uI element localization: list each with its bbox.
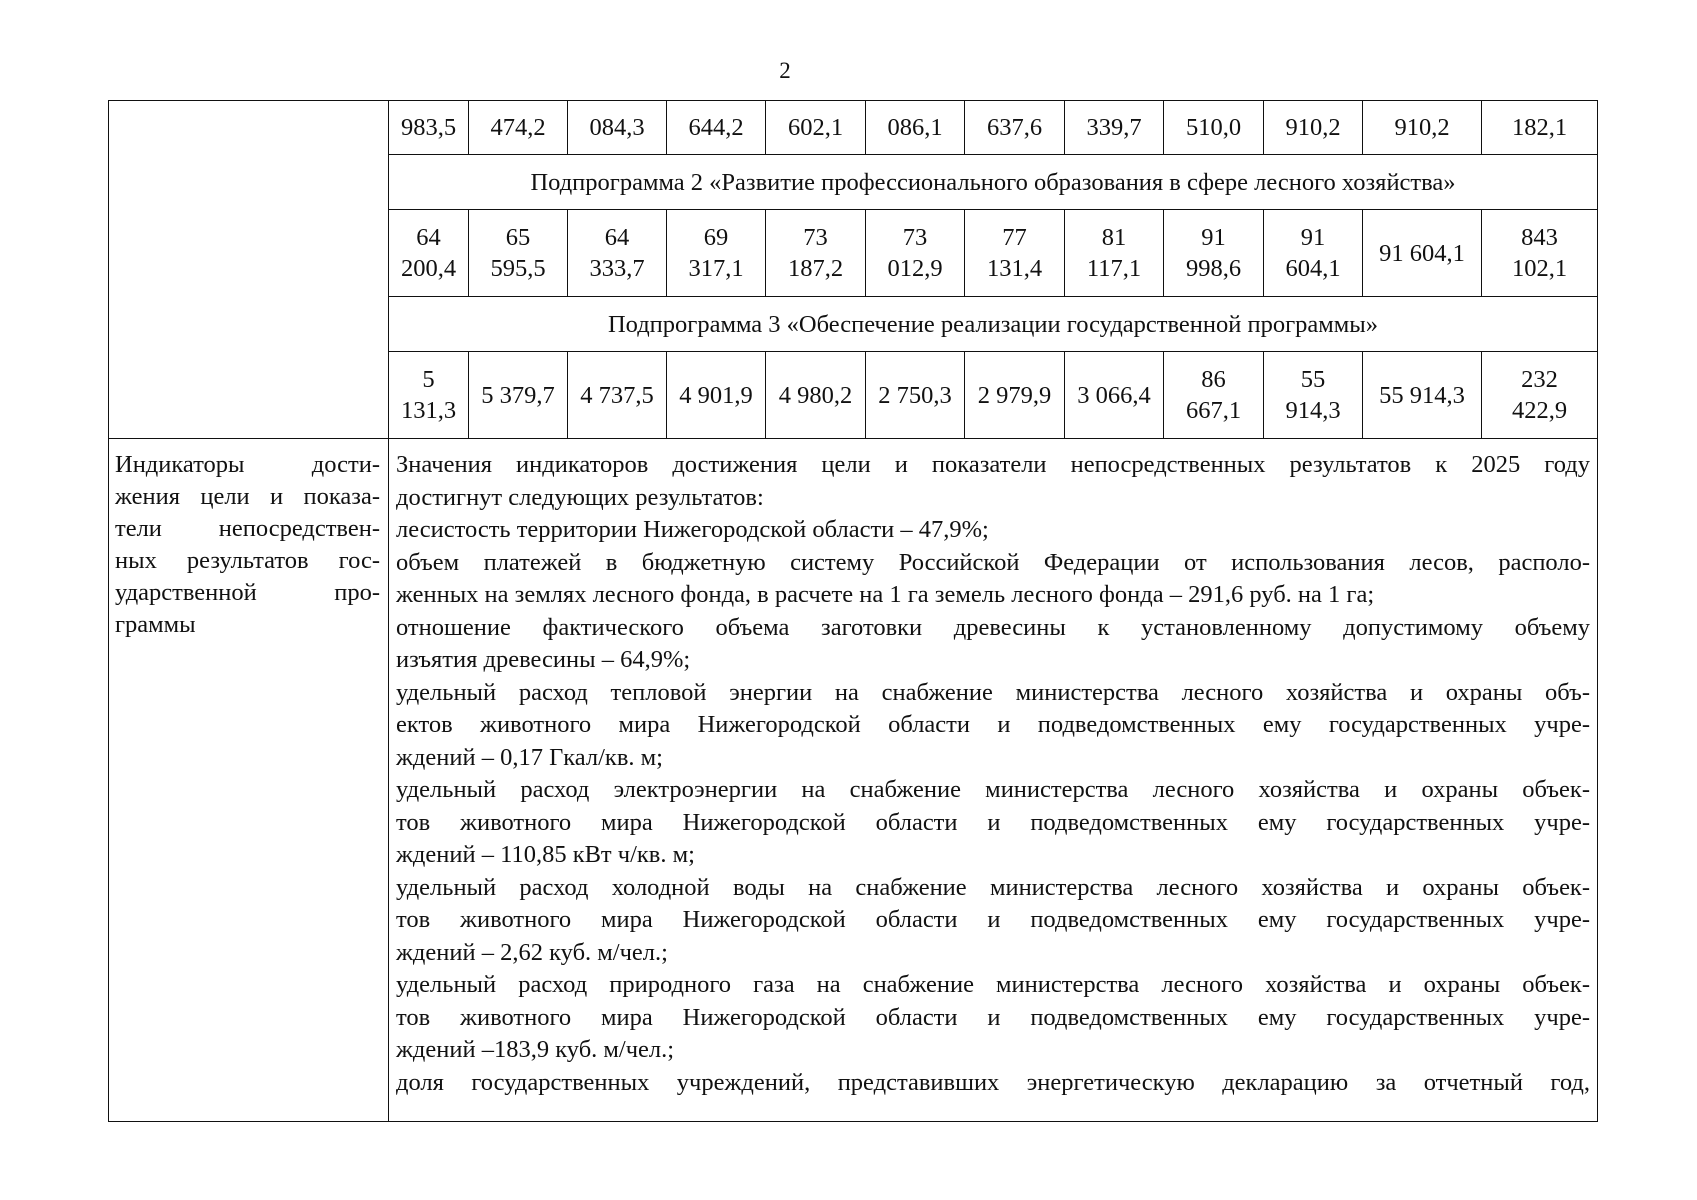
value-part: 667,1 xyxy=(1185,397,1242,424)
text-line: ждений – 0,17 Гкал/кв. м; xyxy=(396,743,663,771)
value-cell: 182,1 xyxy=(1482,101,1598,155)
value-cell xyxy=(866,210,965,297)
indicators-text xyxy=(389,439,1598,1122)
value-cell xyxy=(766,352,866,439)
value-part: 65 xyxy=(505,224,531,251)
value-part: 69 xyxy=(703,224,729,251)
value-part: 117,1 xyxy=(1086,255,1142,282)
value-part: 914,3 xyxy=(1285,397,1341,424)
value-cell xyxy=(1065,352,1164,439)
value-part: 64 xyxy=(604,224,630,251)
value-cell xyxy=(667,210,766,297)
value-cell xyxy=(389,352,469,439)
text-line: отношение фактического объема заготовки древесины к установленному допустимому объему xyxy=(396,613,1590,641)
label-line: тели непосредствен- xyxy=(115,515,380,542)
text-line: ектов животного мира Нижегородской области и подведомственных ему государственных учре- xyxy=(396,711,1590,738)
value-part: 2 750,3 xyxy=(878,381,952,409)
table-row xyxy=(109,439,1598,1122)
text-line: лесистость территории Нижегородской области – 47,9%; xyxy=(396,516,989,543)
value-part: 81 xyxy=(1101,224,1127,251)
text-line: ждений – 2,62 куб. м/чел.; xyxy=(396,938,668,966)
value-part: 131,4 xyxy=(986,255,1043,282)
text-line: объем платежей в бюджетную систему Российской Федерации от использования лесов, располо- xyxy=(396,548,1590,576)
subprogram-3-heading: Подпрограмма 3 «Обеспечение реализации государственной программы» xyxy=(389,297,1598,352)
value-cell xyxy=(1164,352,1264,439)
value-cell xyxy=(1164,210,1264,297)
indicators-label xyxy=(109,439,389,1122)
value-cell: 339,7 xyxy=(1065,101,1164,155)
value-cell xyxy=(568,352,667,439)
value-part: 2 979,9 xyxy=(977,381,1052,409)
value-cell: 910,2 xyxy=(1363,101,1482,155)
label-line: граммы xyxy=(115,611,196,638)
text-line: доля государственных учреждений, представивших энергетическую декларацию за отчетный год, xyxy=(396,1068,1590,1096)
value-part: 4 737,5 xyxy=(580,381,654,409)
value-cell xyxy=(568,210,667,297)
value-cell: 510,0 xyxy=(1164,101,1264,155)
value-cell: 084,3 xyxy=(568,101,667,155)
value-part: 4 901,9 xyxy=(679,381,753,409)
value-part: 73 xyxy=(902,224,928,251)
value-part: 91 xyxy=(1300,224,1326,251)
value-part: 422,9 xyxy=(1511,397,1568,424)
text-line: достигнут следующих результатов: xyxy=(396,483,764,511)
value-cell xyxy=(1363,210,1482,297)
value-cell xyxy=(1264,210,1363,297)
text-line: удельный расход холодной воды на снабжение министерства лесного хозяйства и охраны объек- xyxy=(396,873,1590,901)
value-part: 333,7 xyxy=(589,255,645,282)
value-part: 73 xyxy=(803,224,828,251)
value-cell xyxy=(1482,352,1598,439)
value-part: 64 xyxy=(416,224,441,251)
table-body xyxy=(109,101,1598,1122)
value-cell xyxy=(1264,352,1363,439)
text-line: ждений –183,9 куб. м/чел.; xyxy=(396,1036,675,1063)
value-part: 232 xyxy=(1521,366,1558,393)
value-cell: 910,2 xyxy=(1264,101,1363,155)
value-part: 55 xyxy=(1300,366,1326,393)
value-part: 102,1 xyxy=(1511,255,1568,282)
value-cell: 637,6 xyxy=(965,101,1065,155)
subprogram-2-heading: Подпрограмма 2 «Развитие профессионального образования в сфере лесного хозяйства» xyxy=(389,155,1598,210)
value-cell: 983,5 xyxy=(389,101,469,155)
program-table xyxy=(108,100,1598,1122)
label-line: ударственной про- xyxy=(115,579,380,606)
value-part: 187,2 xyxy=(787,255,844,282)
text-line: ждений – 110,85 кВт ч/кв. м; xyxy=(396,841,695,868)
value-part: 91 604,1 xyxy=(1379,239,1465,267)
value-part: 5 379,7 xyxy=(481,381,555,409)
text-line: тов животного мира Нижегородской области и подведомственных ему государственных учре- xyxy=(396,808,1590,836)
value-cell xyxy=(965,352,1065,439)
value-part: 131,3 xyxy=(400,397,457,424)
value-part: 200,4 xyxy=(400,255,457,282)
value-cell xyxy=(667,352,766,439)
value-part: 317,1 xyxy=(688,255,744,282)
label-line: жения цели и показа- xyxy=(115,483,380,510)
text-line: удельный расход электроэнергии на снабжение министерства лесного хозяйства и охраны объек- xyxy=(396,776,1590,803)
text-line: удельный расход природного газа на снабжение министерства лесного хозяйства и охраны объек- xyxy=(396,971,1590,998)
value-cell: 644,2 xyxy=(667,101,766,155)
label-line: Индикаторы дости- xyxy=(115,451,380,478)
text-line: тов животного мира Нижегородской области и подведомственных ему государственных учре- xyxy=(396,1003,1590,1031)
value-part: 91 xyxy=(1201,224,1226,251)
text-line: женных на землях лесного фонда, в расчете на 1 га земель лесного фонда – 291,6 руб. на 1 га; xyxy=(396,581,1375,608)
empty-label-cell xyxy=(109,101,389,439)
text-line: изъятия древесины – 64,9%; xyxy=(396,646,691,673)
table-row xyxy=(109,101,1598,155)
value-part: 77 xyxy=(1002,224,1027,251)
value-part: 5 xyxy=(422,366,435,393)
value-part: 55 914,3 xyxy=(1379,381,1465,409)
value-part: 595,5 xyxy=(490,255,546,282)
value-cell xyxy=(1065,210,1164,297)
value-cell xyxy=(766,210,866,297)
value-cell: 474,2 xyxy=(469,101,568,155)
value-cell xyxy=(866,352,965,439)
value-cell xyxy=(965,210,1065,297)
value-part: 012,9 xyxy=(887,255,943,282)
value-part: 843 xyxy=(1521,224,1558,251)
text-line: Значения индикаторов достижения цели и показатели непосредственных результатов к 2025 году xyxy=(396,451,1590,478)
value-cell: 602,1 xyxy=(766,101,866,155)
value-part: 604,1 xyxy=(1285,255,1341,282)
value-part: 4 980,2 xyxy=(778,381,853,409)
label-line: ных результатов гос- xyxy=(115,547,380,574)
text-line: тов животного мира Нижегородской области и подведомственных ему государственных учре- xyxy=(396,906,1590,933)
value-cell xyxy=(469,210,568,297)
value-cell xyxy=(1482,210,1598,297)
value-cell xyxy=(1363,352,1482,439)
value-cell xyxy=(389,210,469,297)
value-cell xyxy=(469,352,568,439)
value-part: 3 066,4 xyxy=(1077,381,1151,409)
value-part: 86 xyxy=(1201,366,1226,393)
value-cell: 086,1 xyxy=(866,101,965,155)
page-number: 2 xyxy=(779,58,791,83)
text-line: удельный расход тепловой энергии на снабжение министерства лесного хозяйства и охраны объ- xyxy=(396,678,1590,706)
value-part: 998,6 xyxy=(1185,255,1242,282)
